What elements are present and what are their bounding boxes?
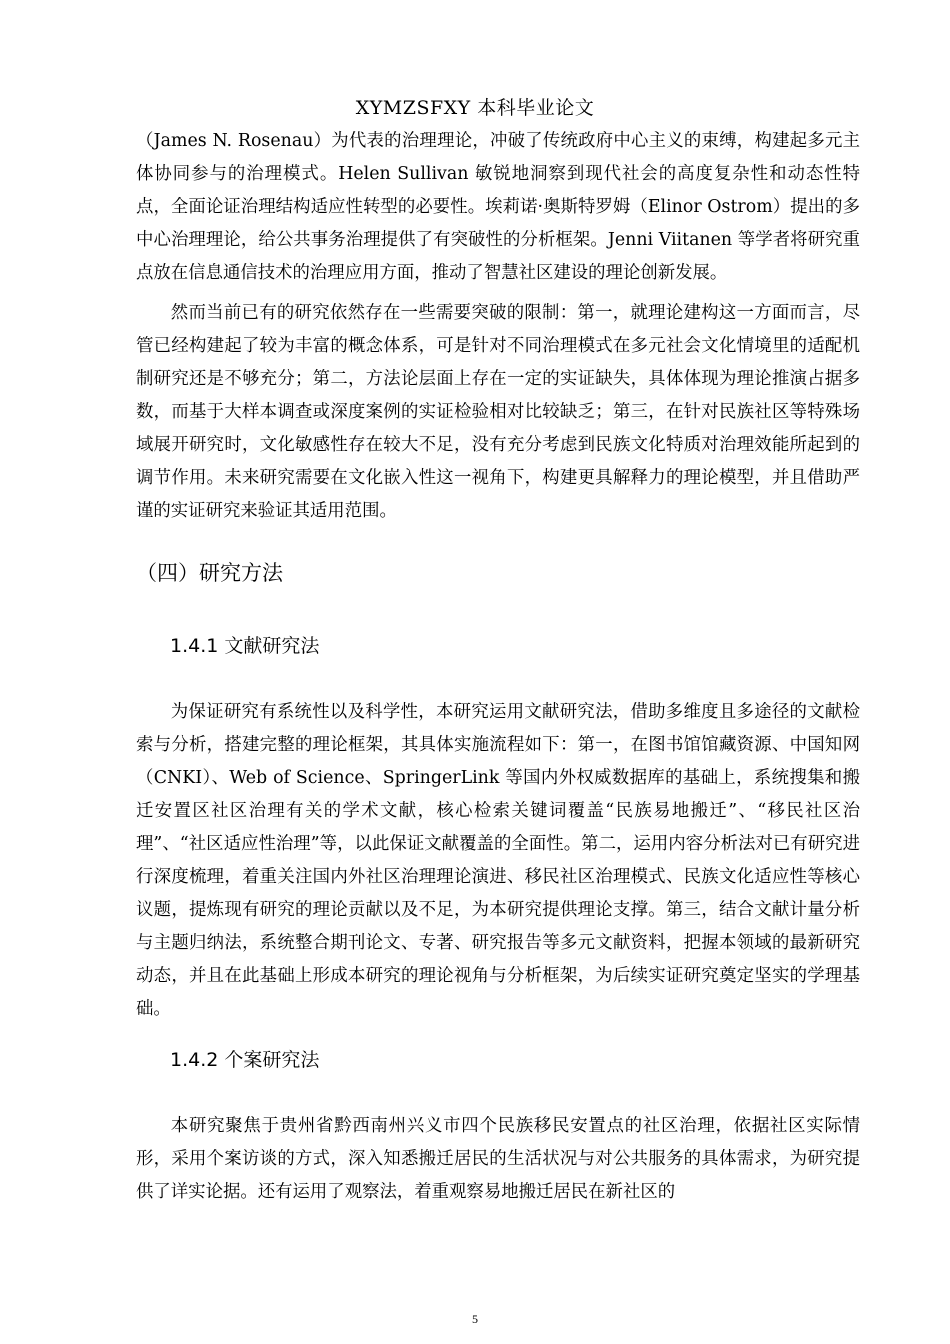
page-header: XYMZSFXY 本科毕业论文 — [355, 97, 595, 119]
paragraph-research-limitations: 然而当前已有的研究依然存在一些需要突破的限制：第一，就理论建构这一方面而言，尽管已经构建起了较为丰富的概念体系，可是针对不同治理模式在多元社会文化情境里的适配机制研究还是不够充分；第二，方法论层面上存在一定的实证缺失，具体体现为理论推演占据多数，而基于大样本调查或深度案例的实证检验相对比较缺乏；第三，在针对民族社区等特殊场域展开研究时，文化敏感性存在较大不足，没有充分考虑到民族文化特质对治理效能所起到的调节作用。未来研究需要在文化嵌入性这一视角下，构建更具解释力的理论模型，并且借助严谨的实证研究来验证其适用范围。 — [136, 303, 860, 521]
paragraph-governance-theory: （James N. Rosenau）为代表的治理理论，冲破了传统政府中心主义的束缚，构建起多元主体协同参与的治理模式。Helen Sullivan 敏锐地洞察到现代社会的高度复杂性和动态性特点，全面论证治理结构适应性转型的必要性。埃莉诺·奥斯特罗姆（Elinor Ostrom）提出的多中心治理理论，给公共事务治理提供了有突破性的分析框架。Jenni Viitanen 等学者将研究重点放在信息通信技术的治理应用方面，推动了智慧社区建设的理论创新发展。 — [136, 131, 860, 283]
page-number: 5 — [472, 1312, 478, 1326]
subheading-literature-method: 1.4.1 文献研究法 — [170, 635, 320, 657]
paragraph-literature-method: 为保证研究有系统性以及科学性，本研究运用文献研究法，借助多维度且多途径的文献检索与分析，搭建完整的理论框架，其具体实施流程如下：第一，在图书馆馆藏资源、中国知网（CNKI）、Web of Science、SpringerLink 等国内外权威数据库的基础上，系统搜集和搬迁安置区社区治理有关的学术文献，核心检索关键词覆盖“民族易地搬迁”、“移民社区治理”、“社区适应性治理”等，以此保证文献覆盖的全面性。第二，运用内容分析法对已有研究进行深度梳理，着重关注国内外社区治理理论演进、移民社区治理模式、民族文化适应性等核心议题，提炼现有研究的理论贡献以及不足，为本研究提供理论支撑。第三，结合文献计量分析与主题归纳法，系统整合期刊论文、专著、研究报告等多元文献资料，把握本领域的最新研究动态，并且在此基础上形成本研究的理论视角与分析框架，为后续实证研究奠定坚实的学理基础。 — [136, 702, 860, 1019]
document-body — [136, 125, 860, 1209]
subheading-case-study-method: 1.4.2 个案研究法 — [170, 1049, 320, 1071]
paragraph-case-study-method: 本研究聚焦于贵州省黔西南州兴义市四个民族移民安置点的社区治理，依据社区实际情形，采用个案访谈的方式，深入知悉搬迁居民的生活状况与对公共服务的具体需求，为研究提供了详实论据。还有运用了观察法，着重观察易地搬迁居民在新社区的 — [136, 1116, 860, 1202]
section-heading-research-methods: （四）研究方法 — [136, 561, 283, 585]
